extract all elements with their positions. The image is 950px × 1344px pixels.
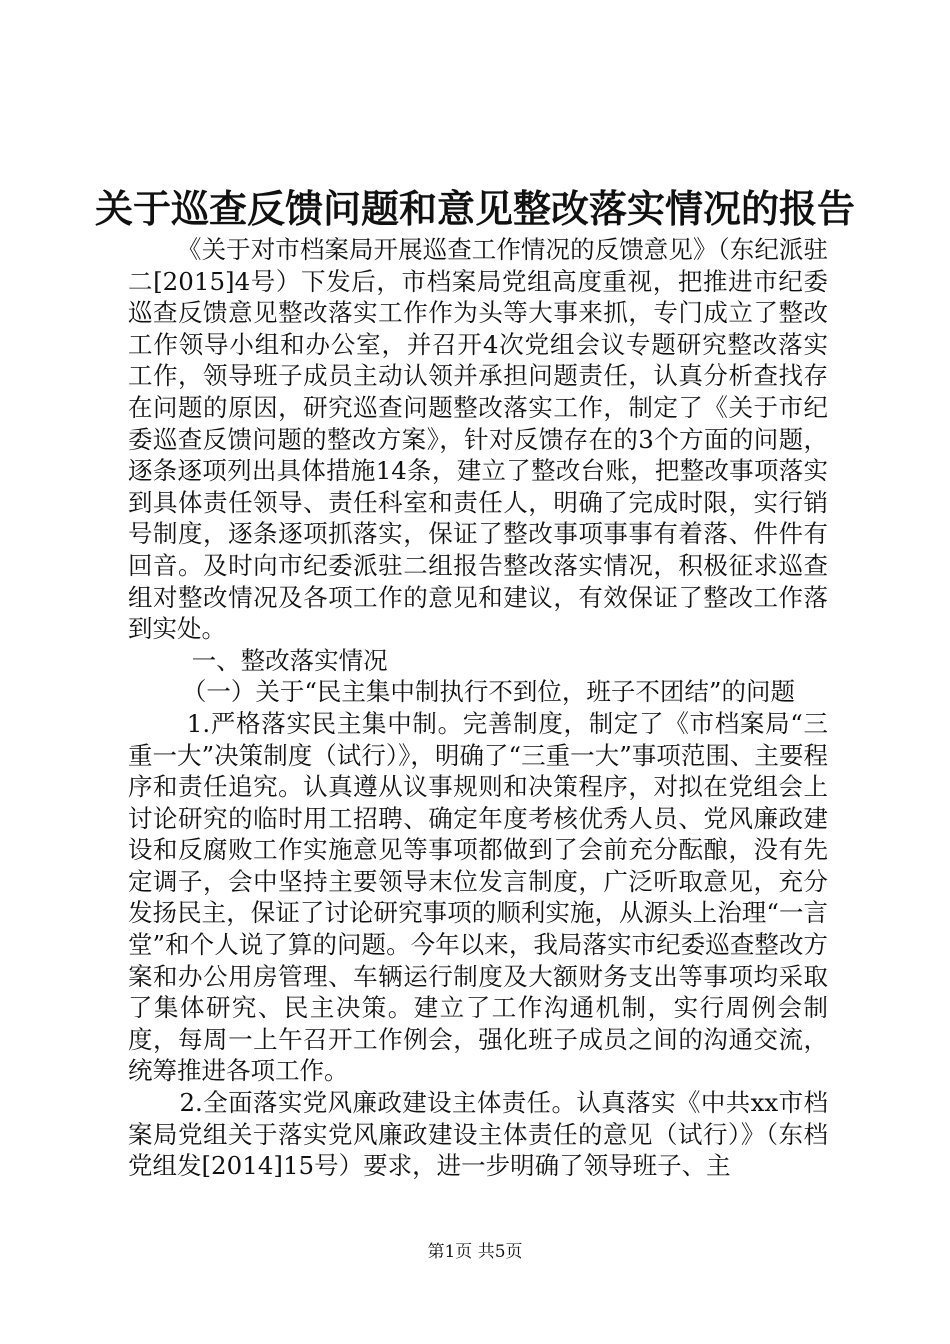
- document-body: [128, 234, 828, 1182]
- section-heading: 一、整改落实情况: [191, 645, 388, 675]
- document-title: 关于巡查反馈问题和意见整改落实情况的报告: [94, 186, 855, 231]
- subsection-heading: （一）关于“民主集中制执行不到位，班子不团结”的问题: [181, 677, 795, 707]
- item-paragraph-1: 1.严格落实民主集中制。完善制度，制定了《市档案局“三重一大”决策制度（试行）》，明确了“三重一大”事项范围、主要程序和责任追究。认真遵从议事规则和决策程序，对拟在党组会上讨论研究的临时用工招聘、确定年度考核优秀人员、党风廉政建设和反腐败工作实施意见等事项都做到了会前充分酝酿，没有先定调子，会中坚持主要领导末位发言制度，广泛听取意见，充分发扬民主，保证了讨论研究事项的顺利实施，从源头上治理“一言堂”和个人说了算的问题。今年以来，我局落实市纪委巡查整改方案和办公用房管理、车辆运行制度及大额财务支出等事项均采取了集体研究、民主决策。建立了工作沟通机制，实行周例会制度，每周一上午召开工作例会，强化班子成员之间的沟通交流，统筹推进各项工作。: [128, 708, 828, 1086]
- page-footer: 第1页 共5页: [427, 1242, 523, 1262]
- intro-paragraph: 《关于对市档案局开展巡查工作情况的反馈意见》（东纪派驻二[2015]4号）下发后，市档案局党组高度重视，把推进市纪委巡查反馈意见整改落实工作作为头等大事来抓，专门成立了整改工作领导小组和办公室，并召开4次党组会议专题研究整改落实工作，领导班子成员主动认领并承担问题责任，认真分析查找存在问题的原因，研究巡查问题整改落实工作，制定了《关于市纪委巡查反馈问题的整改方案》，针对反馈存在的3个方面的问题，逐条逐项列出具体措施14条，建立了整改台账，把整改事项落实到具体责任领导、责任科室和责任人，明确了完成时限，实行销号制度，逐条逐项抓落实，保证了整改事项事事有着落、件件有回音。及时向市纪委派驻二组报告整改落实情况，积极征求巡查组对整改情况及各项工作的意见和建议，有效保证了整改工作落到实处。: [128, 235, 828, 644]
- item-paragraph-2: 2.全面落实党风廉政建设主体责任。认真落实《中共xx市档案局党组关于落实党风廉政建设主体责任的意见（试行）》（东档党组发[2014]15号）要求，进一步明确了领导班子、主: [128, 1088, 828, 1181]
